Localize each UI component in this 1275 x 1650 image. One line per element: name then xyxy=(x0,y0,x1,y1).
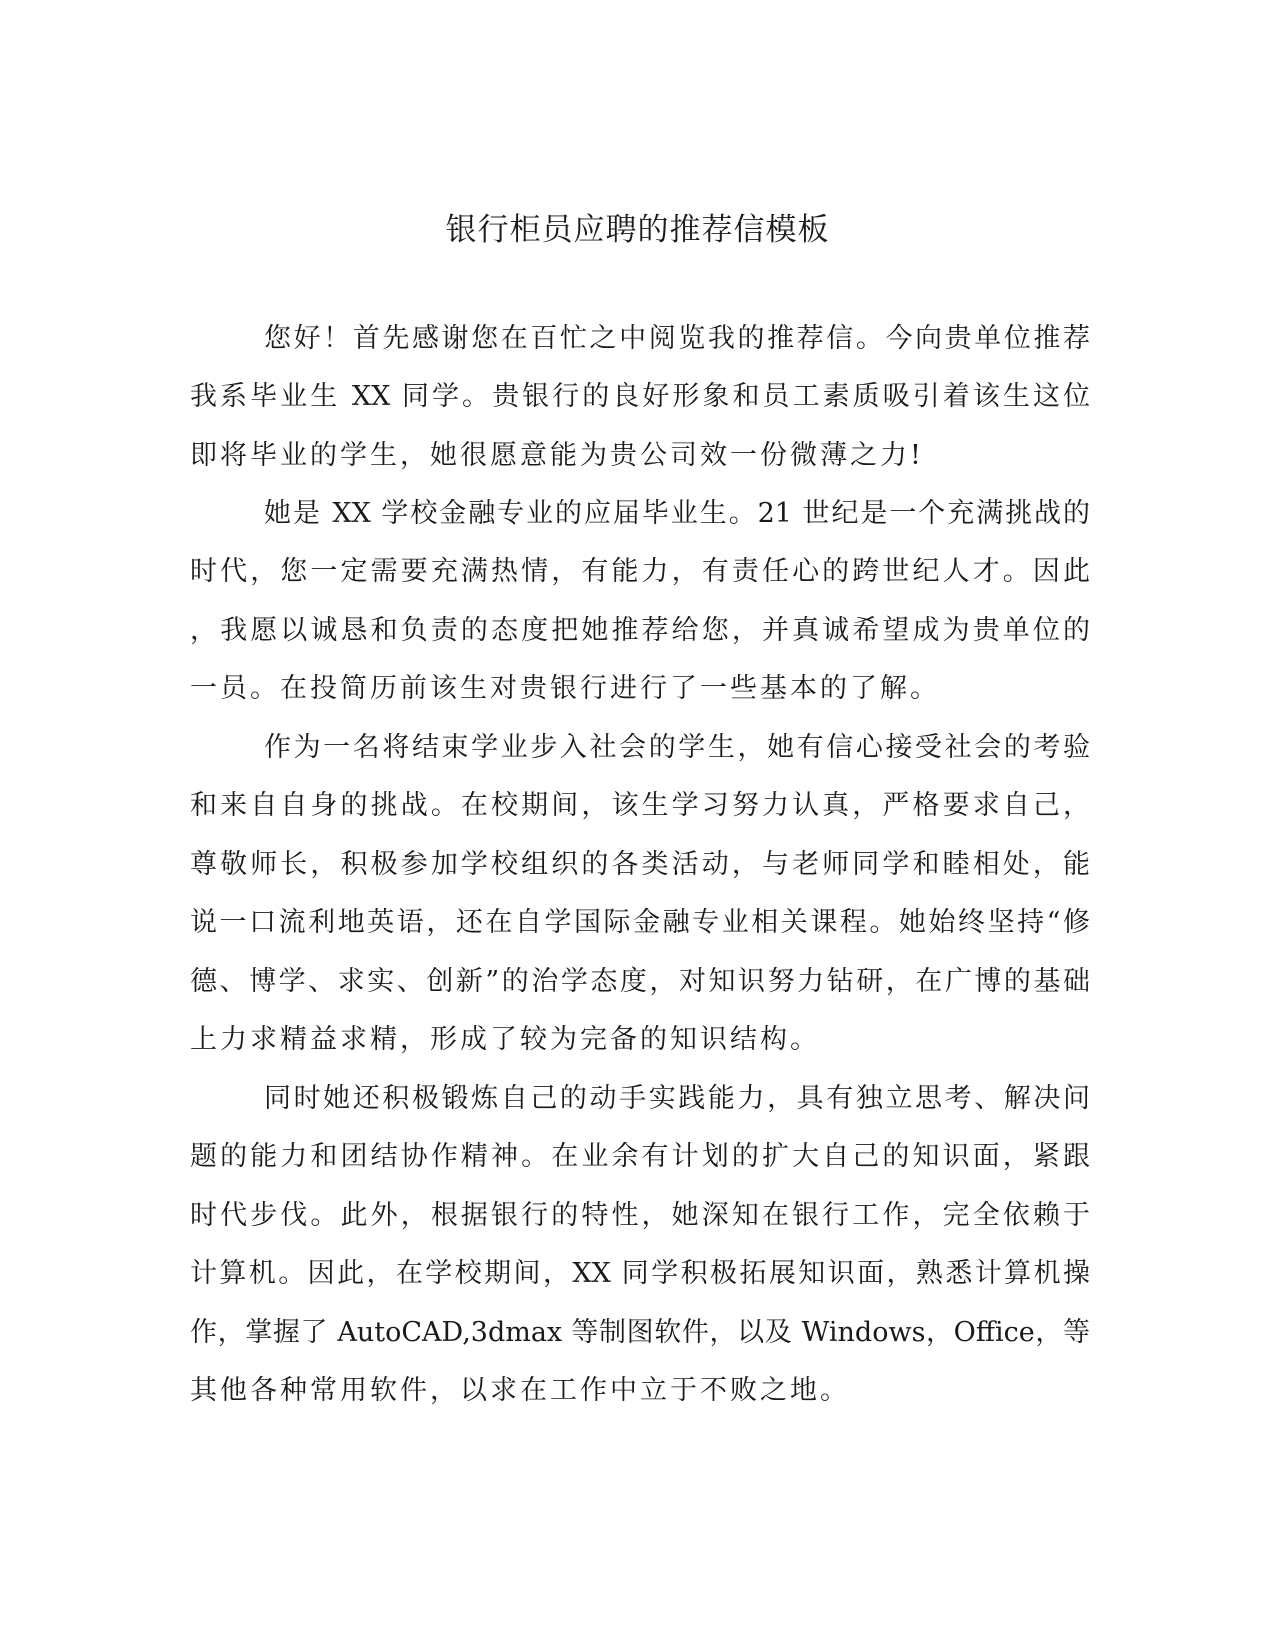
document-title: 银行柜员应聘的推荐信模板 xyxy=(445,212,830,248)
body-line: 时代步伐。此外，根据银行的特性，她深知在银行工作，完全依赖于 xyxy=(190,1200,1090,1231)
body-line: 其他各种常用软件，以求在工作中立于不败之地。 xyxy=(190,1375,850,1406)
body-line: 您好！首先感谢您在百忙之中阅览我的推荐信。今向贵单位推荐 xyxy=(264,323,1090,354)
body-line: 我系毕业生 XX 同学。贵银行的良好形象和员工素质吸引着该生这位 xyxy=(190,381,1090,412)
body-line: 即将毕业的学生，她很愿意能为贵公司效一份微薄之力! xyxy=(190,440,924,471)
body-line: 时代，您一定需要充满热情，有能力，有责任心的跨世纪人才。因此 xyxy=(190,556,1090,587)
body-line: 上力求精益求精，形成了较为完备的知识结构。 xyxy=(190,1024,820,1055)
body-line: 同时她还积极锻炼自己的动手实践能力，具有独立思考、解决问 xyxy=(264,1083,1090,1114)
body-line: 作，掌握了 AutoCAD,3dmax 等制图软件，以及 Windows，Office，等 xyxy=(190,1317,1090,1348)
body-line: 作为一名将结束学业步入社会的学生，她有信心接受社会的考验 xyxy=(264,732,1090,763)
body-line: 尊敬师长，积极参加学校组织的各类活动，与老师同学和睦相处，能 xyxy=(190,849,1090,880)
body-line: 一员。在投简历前该生对贵银行进行了一些基本的了解。 xyxy=(190,673,940,704)
body-line: 说一口流利地英语，还在自学国际金融专业相关课程。她始终坚持“修 xyxy=(190,907,1090,938)
body-line: ，我愿以诚恳和负责的态度把她推荐给您，并真诚希望成为贵单位的 xyxy=(190,615,1090,646)
body-line: 和来自自身的挑战。在校期间，该生学习努力认真，严格要求自己， xyxy=(190,790,1090,821)
body-line: 德、博学、求实、创新”的治学态度，对知识努力钻研，在广博的基础 xyxy=(190,966,1090,997)
body-line: 计算机。因此，在学校期间，XX 同学积极拓展知识面，熟悉计算机操 xyxy=(190,1258,1090,1289)
body-line: 题的能力和团结协作精神。在业余有计划的扩大自己的知识面，紧跟 xyxy=(190,1141,1090,1172)
body-line: 她是 XX 学校金融专业的应届毕业生。21 世纪是一个充满挑战的 xyxy=(264,498,1090,529)
